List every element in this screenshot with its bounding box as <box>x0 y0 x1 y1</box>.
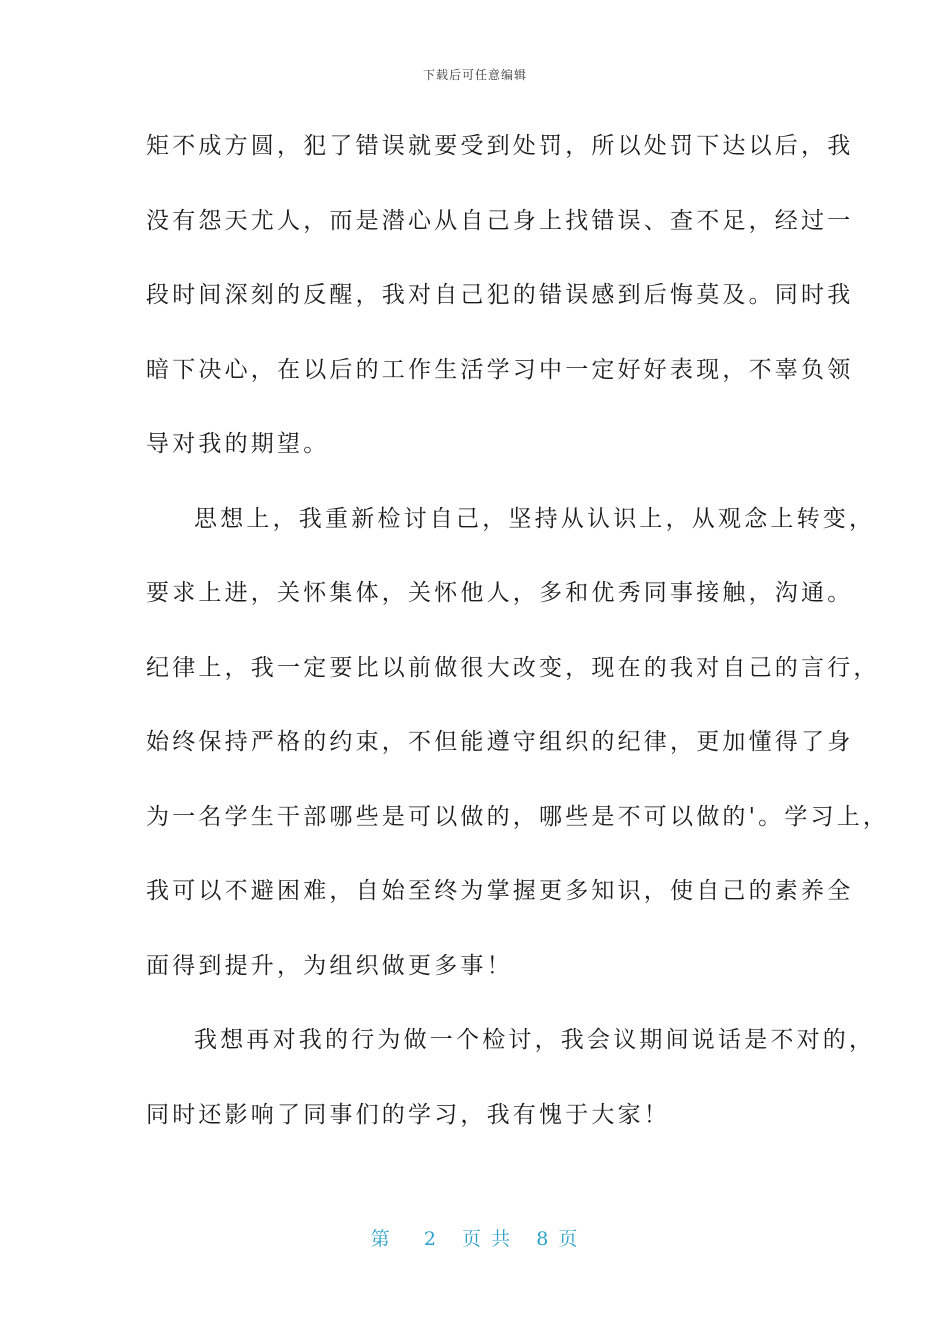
text-line: 要求上进，关怀集体，关怀他人，多和优秀同事接触，沟通。 <box>146 580 854 606</box>
text-line: 思想上，我重新检讨自己，坚持从认识上，从观念上转变， <box>194 505 876 532</box>
page-header: 下载后可任意编辑 <box>422 68 527 82</box>
text-line: 没有怨天尤人，而是潜心从自己身上找错误、查不足，经过一 <box>146 207 854 234</box>
page-footer <box>0 1224 950 1251</box>
text-line: 矩不成方圆，犯了错误就要受到处罚，所以处罚下达以后，我 <box>146 133 854 159</box>
text-line: 纪律上，我一定要比以前做很大改变，现在的我对自己的言行， <box>146 654 880 681</box>
document-body <box>146 124 890 1167</box>
text-line: 为一名学生干部哪些是可以做的，哪些是不可以做的'。学习上， <box>146 803 890 830</box>
text-line: 我可以不避困难，自始至终为掌握更多知识，使自己的素养全 <box>146 878 854 904</box>
text-line: 始终保持严格的约束，不但能遵守组织的纪律，更加懂得了身 <box>146 729 854 755</box>
footer-middle: 页 共 <box>462 1228 513 1250</box>
current-page-number: 2 <box>423 1228 438 1250</box>
total-page-number: 8 <box>536 1228 551 1250</box>
text-line: 面得到提升，为组织做更多事！ <box>146 952 513 979</box>
text-line: 暗下决心，在以后的工作生活学习中一定好好表现，不辜负领 <box>146 356 854 383</box>
text-line: 段时间深刻的反醒，我对自己犯的错误感到后悔莫及。同时我 <box>146 282 854 308</box>
text-line: 导对我的期望。 <box>146 431 330 457</box>
footer-prefix: 第 <box>370 1228 392 1250</box>
footer-suffix: 页 <box>558 1228 580 1250</box>
text-line: 同时还影响了同事们的学习，我有愧于大家！ <box>146 1101 670 1128</box>
text-line: 我想再对我的行为做一个检讨，我会议期间说话是不对的， <box>194 1027 876 1053</box>
